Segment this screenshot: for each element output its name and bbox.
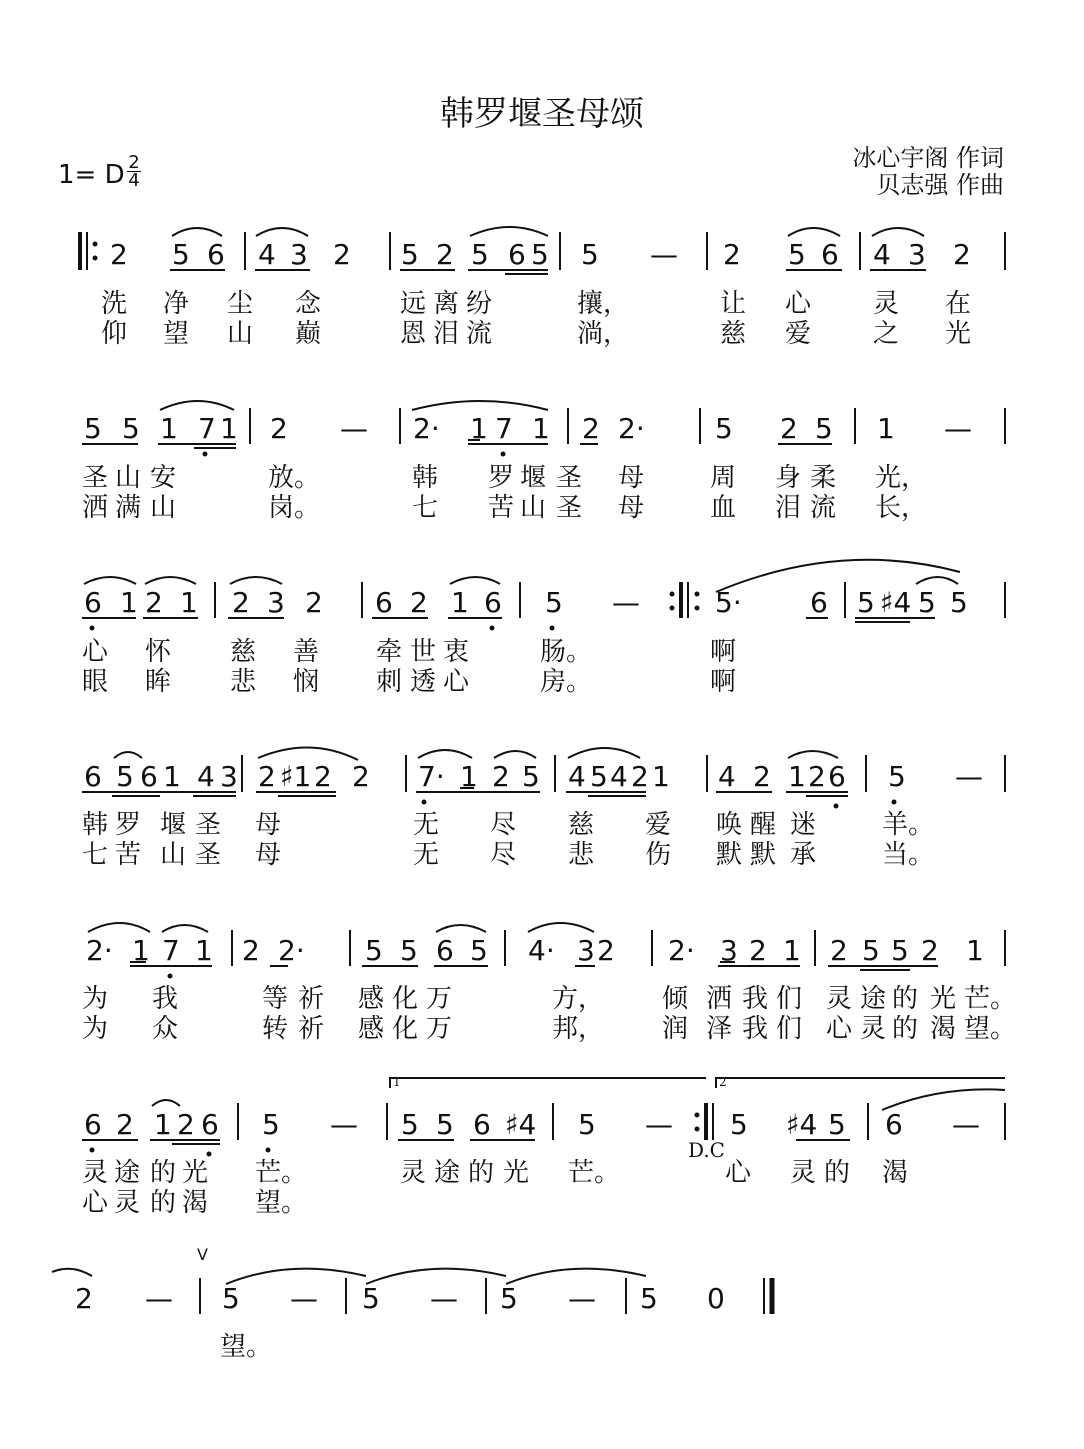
key-signature: 1= D [58, 160, 125, 190]
note: 5 [888, 760, 906, 793]
lyric-char: 芒。 [568, 1158, 621, 1188]
lyric-char: 悲 [568, 840, 595, 870]
lyric-char: 光 [503, 1158, 530, 1188]
lyric-char: 灵 [860, 1014, 887, 1044]
note: 2 [953, 238, 971, 271]
lyric-char: 灵 [790, 1158, 817, 1188]
note: 4 [873, 238, 891, 271]
lyric-char: 心 [826, 1014, 853, 1044]
lyric-char: 灵 [82, 1158, 109, 1188]
lyric-char: 离 [433, 289, 460, 319]
lyric-char: 圣 [82, 463, 109, 493]
lyric-char: 肠。 [540, 637, 593, 667]
lyric-char: 柔 [810, 463, 837, 493]
lyric-char: 放。 [268, 463, 321, 493]
lyric-char: 化 [392, 1014, 419, 1044]
lyric-char: 方， [552, 984, 605, 1014]
lyric-char: 圣 [195, 840, 222, 870]
note: 2 [631, 760, 649, 793]
note: 6 [201, 1108, 219, 1141]
lyric-char: 祈 [298, 984, 325, 1014]
note: 5 [84, 412, 102, 445]
lyric-char: 罗 [115, 810, 142, 840]
note: 7· [418, 760, 445, 793]
note: 5 [400, 934, 418, 967]
lyric-char: 念 [295, 289, 322, 319]
note: 2 [749, 934, 767, 967]
note: ♯4 [505, 1108, 537, 1141]
lyric-char: 母 [618, 463, 645, 493]
lyric-char: 我 [152, 984, 179, 1014]
note: 4 [197, 760, 215, 793]
lyric-char: 爱 [785, 319, 812, 349]
lyric-char: 为 [82, 1014, 109, 1044]
note: — [645, 1108, 673, 1141]
note: 5 [365, 934, 383, 967]
note: 4 [258, 238, 276, 271]
note: 6 [436, 934, 454, 967]
note: ♯4 [786, 1108, 818, 1141]
note: 5 [172, 238, 190, 271]
note: 2· [413, 412, 440, 445]
lyric-char: 泪 [433, 319, 460, 349]
lyric-char: 默 [716, 840, 743, 870]
note: 6 [84, 1108, 102, 1141]
dc-mark: D.C [688, 1138, 725, 1162]
note: 6 [828, 760, 846, 793]
lyric-char: 心 [82, 1188, 109, 1218]
note: 6 [207, 238, 225, 271]
lyric-char: 等 [262, 984, 289, 1014]
lyric-char: 母 [255, 840, 282, 870]
note: 5 [545, 586, 563, 619]
lyric-char: 眸 [145, 667, 172, 697]
lyric-char: 在 [945, 289, 972, 319]
note: 6 [84, 586, 102, 619]
lyric-char: 巅 [295, 319, 322, 349]
lyric-char: 流 [466, 319, 493, 349]
lyric-char: 攘， [577, 289, 630, 319]
lyric-char: 满 [115, 493, 142, 523]
note: 2 [723, 238, 741, 271]
lyric-char: 安 [150, 463, 177, 493]
note: 3 [720, 934, 738, 967]
composer-credit: 贝志强 作曲 [876, 171, 1004, 199]
lyric-char: 灵 [826, 984, 853, 1014]
lyric-char: 慈 [720, 319, 747, 349]
note: 1 [160, 412, 178, 445]
note: 1 [120, 586, 138, 619]
note: 1 [132, 934, 150, 967]
note: 2 [242, 934, 260, 967]
lyric-char: 默 [750, 840, 777, 870]
lyric-char: 善 [293, 637, 320, 667]
lyric-char: 心 [785, 289, 812, 319]
note: 1 [788, 760, 806, 793]
lyric-char: 圣 [556, 463, 583, 493]
note: 5 [730, 1108, 748, 1141]
lyric-char: 苦 [115, 840, 142, 870]
lyric-char: 承 [790, 840, 817, 870]
lyric-char: 无 [413, 840, 440, 870]
note: — [955, 760, 983, 793]
lyric-char: 房。 [540, 667, 593, 697]
note: 5 [401, 1108, 419, 1141]
note: 5 [578, 1108, 596, 1141]
lyric-char: 仰 [101, 319, 128, 349]
note: 4 [610, 760, 628, 793]
note: 2 [780, 412, 798, 445]
lyric-char: 淌， [577, 319, 630, 349]
lyric-char: 洒 [706, 984, 733, 1014]
lyric-char: 万 [426, 984, 453, 1014]
lyric-char: 途 [860, 984, 887, 1014]
lyric-char: 慈 [568, 810, 595, 840]
lyric-char: 堰 [520, 463, 547, 493]
note: 2 [582, 412, 600, 445]
lyric-char: 心 [82, 637, 109, 667]
lyric-char: 世 [410, 637, 437, 667]
lyric-char: 血 [710, 493, 737, 523]
time-denominator: 4 [128, 170, 140, 191]
note: 5 [828, 1108, 846, 1141]
note: 3 [577, 934, 595, 967]
lyric-char: 苦 [488, 493, 515, 523]
lyric-char: 灵 [114, 1188, 141, 1218]
lyric-char: 灵 [400, 1158, 427, 1188]
lyric-char: 们 [776, 984, 803, 1014]
note: 2 [597, 934, 615, 967]
note: 2 [808, 760, 826, 793]
lyric-char: 的 [150, 1158, 177, 1188]
lyric-char: 啊 [710, 667, 737, 697]
lyric-char: 羊。 [882, 810, 935, 840]
note: 2 [830, 934, 848, 967]
time-numerator: 2 [128, 152, 140, 173]
note: 5 [640, 1282, 658, 1315]
lyric-char: 净 [163, 289, 190, 319]
lyric-char: 悯 [293, 667, 320, 697]
lyric-char: 泪 [775, 493, 802, 523]
lyric-char: 万 [426, 1014, 453, 1044]
lyric-char: 远 [400, 289, 427, 319]
lyric-char: 途 [434, 1158, 461, 1188]
lyric-char: 为 [82, 984, 109, 1014]
lyric-char: 周 [710, 463, 737, 493]
note: 2 [492, 760, 510, 793]
lyric-char: 山 [115, 463, 142, 493]
lyric-char: 眼 [82, 667, 109, 697]
note: 5 [401, 238, 419, 271]
note: ♯1 [280, 760, 312, 793]
note: 1 [195, 934, 213, 967]
lyric-char: 的 [150, 1188, 177, 1218]
lyric-char: 光 [930, 984, 957, 1014]
note: 6 [375, 586, 393, 619]
note: 6 [484, 586, 502, 619]
lyric-char: 母 [618, 493, 645, 523]
note: 5 [862, 934, 880, 967]
lyric-char: 山 [150, 493, 177, 523]
lyric-char: 望。 [255, 1188, 308, 1218]
lyric-char: 迷 [790, 810, 817, 840]
lyric-char: 我 [742, 1014, 769, 1044]
song-title: 韩罗堰圣母颂 [440, 94, 644, 134]
lyric-char: 润 [662, 1014, 689, 1044]
lyric-char: 爱 [645, 810, 672, 840]
note: ♯4 [880, 586, 912, 619]
lyric-char: 望。 [220, 1332, 273, 1362]
volta-1-label: 1 [393, 1075, 401, 1089]
note: 5 [122, 412, 140, 445]
note: 5 [950, 586, 968, 619]
lyric-char: 光 [182, 1158, 209, 1188]
lyric-char: 怀 [145, 637, 172, 667]
note: 3 [908, 238, 926, 271]
note: 2 [753, 760, 771, 793]
note: 6 [84, 760, 102, 793]
note: 7 [495, 412, 513, 445]
note: — [340, 412, 368, 445]
note: 6 [821, 238, 839, 271]
note: 5 [918, 586, 936, 619]
note: 5 [500, 1282, 518, 1315]
note: 1 [451, 586, 469, 619]
lyric-char: 洒 [82, 493, 109, 523]
note: 1 [966, 934, 984, 967]
note: 2· [86, 934, 113, 967]
lyric-char: 圣 [556, 493, 583, 523]
lyric-char: 芒。 [964, 984, 1017, 1014]
lyric-char: 邦， [552, 1014, 605, 1044]
note: 2 [270, 412, 288, 445]
lyric-char: 让 [720, 289, 747, 319]
note: — [612, 586, 640, 619]
note: 2 [116, 1108, 134, 1141]
note: 6 [508, 238, 526, 271]
lyric-char: 流 [810, 493, 837, 523]
note: 2 [436, 238, 454, 271]
note: 2 [921, 934, 939, 967]
lyric-char: 心 [443, 667, 470, 697]
note: 5 [116, 760, 134, 793]
note: — [290, 1282, 318, 1315]
lyric-char: 七 [412, 493, 439, 523]
note: 5 [590, 760, 608, 793]
lyric-char: 心 [725, 1158, 752, 1188]
lyric-char: 刺 [376, 667, 403, 697]
note: 6 [140, 760, 158, 793]
lyric-char: 七 [82, 840, 109, 870]
note: 2 [352, 760, 370, 793]
lyric-char: 倾 [662, 984, 689, 1014]
note: 2 [110, 238, 128, 271]
note: — [430, 1282, 458, 1315]
note: 1 [163, 760, 181, 793]
lyric-char: 望。 [964, 1014, 1017, 1044]
note: 4 [718, 760, 736, 793]
note: 2· [618, 412, 645, 445]
note: 5 [262, 1108, 280, 1141]
note: 6 [473, 1108, 491, 1141]
note: 5 [531, 238, 549, 271]
note: 5 [362, 1282, 380, 1315]
note: 5 [581, 238, 599, 271]
lyric-char: 洗 [101, 289, 128, 319]
lyric-char: 衷 [443, 637, 470, 667]
breath-mark: V [197, 1245, 208, 1264]
note: 1 [220, 412, 238, 445]
lyric-char: 韩 [82, 810, 109, 840]
note: 5 [471, 238, 489, 271]
lyric-char: 圣 [195, 810, 222, 840]
note: — [330, 1108, 358, 1141]
lyric-char: 转 [262, 1014, 289, 1044]
lyric-char: 尽 [490, 840, 517, 870]
lyric-char: 韩 [412, 463, 439, 493]
lyric-char: 啊 [710, 637, 737, 667]
lyric-char: 无 [413, 810, 440, 840]
note: — [650, 238, 678, 271]
lyric-char: 渴 [182, 1188, 209, 1218]
note: 2· [668, 934, 695, 967]
lyric-char: 芒。 [255, 1158, 308, 1188]
lyric-char: 山 [160, 840, 187, 870]
note: 5 [470, 934, 488, 967]
note: 5 [436, 1108, 454, 1141]
note: — [952, 1108, 980, 1141]
note: 5 [891, 934, 909, 967]
lyric-char: 恩 [400, 319, 427, 349]
lyric-char: 感 [358, 984, 385, 1014]
note: 5 [222, 1282, 240, 1315]
note: 2 [177, 1108, 195, 1141]
lyric-char: 伤 [645, 840, 672, 870]
lyric-char: 的 [892, 984, 919, 1014]
note: 1 [470, 412, 488, 445]
lyric-char: 山 [227, 319, 254, 349]
lyric-char: 光 [945, 319, 972, 349]
lyric-char: 透 [410, 667, 437, 697]
note: 1 [154, 1108, 172, 1141]
lyric-char: 感 [358, 1014, 385, 1044]
note: 5 [815, 412, 833, 445]
lyric-char: 的 [892, 1014, 919, 1044]
note: — [568, 1282, 596, 1315]
lyric-char: 望 [163, 319, 190, 349]
note: 3 [267, 586, 285, 619]
lyric-char: 的 [468, 1158, 495, 1188]
lyric-char: 当。 [882, 840, 935, 870]
lyric-char: 母 [255, 810, 282, 840]
lyric-char: 灵 [873, 289, 900, 319]
lyric-char: 渴 [882, 1158, 909, 1188]
note: 1 [460, 760, 478, 793]
note: 2 [410, 586, 428, 619]
note: 5· [715, 586, 742, 619]
lyric-char: 我 [742, 984, 769, 1014]
lyric-char: 悲 [230, 667, 257, 697]
note: 2 [258, 760, 276, 793]
note: 5 [788, 238, 806, 271]
lyric-char: 化 [392, 984, 419, 1014]
lyricist-credit: 冰心宇阁 作词 [852, 144, 1004, 172]
lyric-char: 之 [873, 319, 900, 349]
note: 2 [305, 586, 323, 619]
lyric-char: 光， [875, 463, 928, 493]
lyric-char: 醒 [750, 810, 777, 840]
note: 3 [220, 760, 238, 793]
lyric-char: 岗。 [268, 493, 321, 523]
note: 3 [290, 238, 308, 271]
lyric-char: 的 [824, 1158, 851, 1188]
lyric-char: 堰 [160, 810, 187, 840]
note: 2 [145, 586, 163, 619]
lyric-char: 唤 [716, 810, 743, 840]
note: 6 [810, 586, 828, 619]
lyric-char: 们 [776, 1014, 803, 1044]
note: 1 [652, 760, 670, 793]
lyric-char: 泽 [706, 1014, 733, 1044]
lyric-char: 山 [520, 493, 547, 523]
note: 0 [707, 1282, 725, 1315]
note: 1 [532, 412, 550, 445]
note: 2 [333, 238, 351, 271]
note: 1 [783, 934, 801, 967]
note: 6 [885, 1108, 903, 1141]
lyric-char: 途 [114, 1158, 141, 1188]
lyric-char: 牵 [376, 637, 403, 667]
note: — [145, 1282, 173, 1315]
note: 5 [522, 760, 540, 793]
note: 7 [198, 412, 216, 445]
note: 5 [857, 586, 875, 619]
note: 1 [877, 412, 895, 445]
lyric-char: 祈 [298, 1014, 325, 1044]
note: — [944, 412, 972, 445]
note: 2 [314, 760, 332, 793]
note: 4· [528, 934, 555, 967]
lyric-char: 纷 [466, 289, 493, 319]
note: 2 [75, 1282, 93, 1315]
lyric-char: 慈 [230, 637, 257, 667]
note: 7 [162, 934, 180, 967]
lyric-char: 渴 [930, 1014, 957, 1044]
lyric-char: 尘 [227, 289, 254, 319]
note: 2 [232, 586, 250, 619]
volta-2-label: 2 [719, 1075, 727, 1089]
note: 2· [278, 934, 305, 967]
note: 4 [568, 760, 586, 793]
note: 1 [180, 586, 198, 619]
note: 5 [715, 412, 733, 445]
lyric-char: 身 [775, 463, 802, 493]
lyric-char: 尽 [490, 810, 517, 840]
lyric-char: 长， [875, 493, 928, 523]
lyric-char: 众 [152, 1014, 179, 1044]
lyric-char: 罗 [488, 463, 515, 493]
